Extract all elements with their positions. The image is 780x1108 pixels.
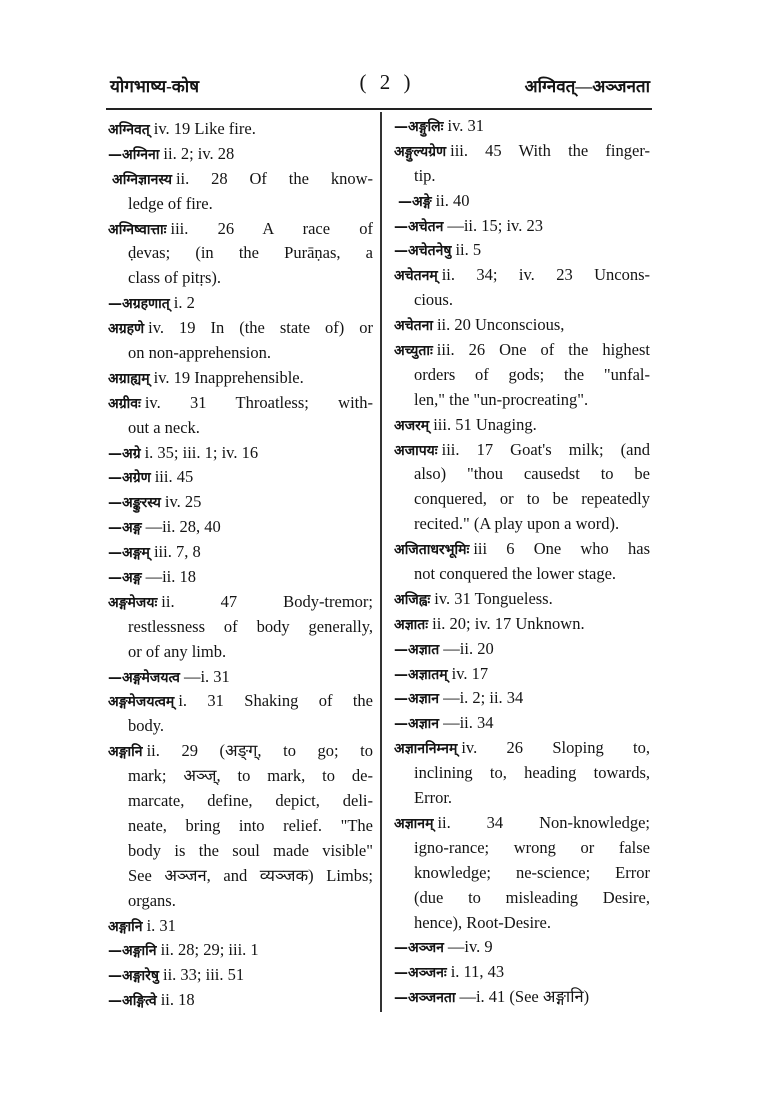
entry-text: ii. 28; 29; iii. 1 xyxy=(160,940,259,960)
entry-text: ledge of fire. xyxy=(128,193,213,213)
dictionary-entry-line xyxy=(394,960,650,985)
entry-text: neate, bring into relief. "The xyxy=(128,815,373,835)
entry-continuation-line xyxy=(394,562,650,587)
entry-headword: अङ्गमेजयः xyxy=(108,594,158,611)
entry-text: Error. xyxy=(414,788,453,808)
entry-continuation-line xyxy=(108,192,373,217)
entry-headword: अग्राह्यम् xyxy=(108,370,150,387)
entry-headword: —अङ्गम् xyxy=(108,545,150,562)
dictionary-entry-line xyxy=(394,637,650,662)
entry-continuation-line xyxy=(108,341,373,366)
entry-headword: —अज्ञातम् xyxy=(394,666,448,683)
dictionary-entry-line xyxy=(108,366,373,391)
entry-text: iv. 19 Like fire. xyxy=(153,119,256,138)
entry-continuation-line xyxy=(108,764,373,789)
entry-text: or of any limb. xyxy=(128,641,227,661)
entry-continuation-line xyxy=(394,487,650,512)
entry-continuation-line xyxy=(394,886,650,911)
entry-text: hence), Root-Desire. xyxy=(414,912,551,932)
dictionary-entry-line xyxy=(108,515,373,540)
dictionary-entry-line xyxy=(108,540,373,565)
dictionary-entry-line xyxy=(108,142,373,167)
entry-text: ii. 20 Unconscious, xyxy=(436,315,565,335)
entry-text: iv. 31 xyxy=(447,116,485,135)
entry-text: body is the soul made visible" xyxy=(128,840,373,860)
dictionary-entry-line xyxy=(394,438,650,463)
entry-continuation-line xyxy=(108,839,373,864)
entry-continuation-line xyxy=(108,864,373,889)
entry-headword: —अङ्गमेजयत्व xyxy=(108,669,180,686)
entry-text: —ii. 28, 40 xyxy=(145,517,221,537)
entry-headword: अज्ञानम् xyxy=(394,815,434,832)
entry-headword: अज्ञाननिम्नम् xyxy=(394,741,458,758)
entry-text: class of pitṛs). xyxy=(128,268,222,288)
entry-headword: अचेतना xyxy=(394,318,433,335)
entry-text: —ii. 34 xyxy=(443,713,494,733)
entry-text: iv. 19 In (the state of) or xyxy=(148,318,373,338)
entry-text: ii. 34; iv. 23 Uncons- xyxy=(441,265,650,285)
entry-headword: —अग्निना xyxy=(108,146,160,163)
entry-continuation-line xyxy=(394,388,650,413)
entry-continuation-line xyxy=(394,861,650,886)
entry-text: orders of gods; the "unfal- xyxy=(414,364,650,384)
entry-text: restlessness of body generally, xyxy=(128,616,373,636)
entry-text: igno-rance; wrong or false xyxy=(414,837,650,857)
entry-text: iv. 19 Inapprehensible. xyxy=(153,367,304,387)
entry-text: marcate, define, depict, deli- xyxy=(128,791,373,811)
dictionary-entry-line xyxy=(394,935,650,960)
entry-headword: अग्रीवः xyxy=(108,395,141,412)
entry-headword: —अङ्गारेषु xyxy=(108,968,160,985)
dictionary-entry-line xyxy=(394,214,650,239)
dictionary-entry-line xyxy=(108,590,373,615)
running-head-range: अग्निवत्—अञ्जनता xyxy=(524,77,650,96)
dictionary-entry-line xyxy=(108,988,373,1013)
entry-text: ii. 20; iv. 17 Unknown. xyxy=(432,613,585,633)
entry-text: —ii. 20 xyxy=(443,638,494,658)
entry-headword: —अङ्ग xyxy=(108,570,142,587)
dictionary-entry-line xyxy=(108,739,373,764)
dictionary-entry-line xyxy=(108,391,373,416)
entry-text: i. 11, 43 xyxy=(450,962,505,982)
entry-text: ii. 18 xyxy=(160,990,195,1010)
entry-headword: —अग्रेण xyxy=(108,470,151,487)
entry-continuation-line xyxy=(108,615,373,640)
dictionary-entry-line xyxy=(394,537,650,562)
dictionary-entry-line xyxy=(108,291,373,316)
right-column xyxy=(394,114,650,1010)
dictionary-entry-line xyxy=(108,665,373,690)
page-number: ( 2 ) xyxy=(359,70,415,94)
dictionary-entry-line xyxy=(394,612,650,637)
dictionary-entry-line xyxy=(108,963,373,988)
dictionary-entry-line xyxy=(394,736,650,761)
dictionary-entry-line xyxy=(108,689,373,714)
entry-text: cious. xyxy=(414,290,453,310)
entry-headword: —अज्ञान xyxy=(394,716,440,733)
dictionary-entry-line xyxy=(108,565,373,590)
entry-headword: —अङ्ग xyxy=(108,520,142,537)
entry-headword: —अञ्जनता xyxy=(394,990,456,1007)
entry-text: conquered, or to be repeatedly xyxy=(414,489,650,509)
entry-continuation-line xyxy=(394,761,650,786)
dictionary-entry-line xyxy=(108,441,373,466)
dictionary-entry-line xyxy=(108,117,373,142)
column-divider xyxy=(380,112,382,1012)
entry-text: (due to misleading Desire, xyxy=(414,887,650,907)
entry-headword: —अङ्कुरस्य xyxy=(108,495,161,512)
entry-continuation-line xyxy=(394,836,650,861)
entry-headword: —अङ्गानि xyxy=(108,943,157,960)
dictionary-entry-line xyxy=(108,465,373,490)
entry-continuation-line xyxy=(394,512,650,537)
entry-text: ii. 33; iii. 51 xyxy=(163,965,245,985)
dictionary-entry-line xyxy=(108,490,373,515)
entry-headword: अग्निवत् xyxy=(108,122,150,138)
entry-text: iii. 26 One of the highest xyxy=(436,340,650,360)
entry-text: See अञ्जन, and व्यञ्जक) Limbs; xyxy=(128,865,373,885)
entry-headword: —अग्रहणात् xyxy=(108,296,170,313)
entry-headword: —अज्ञात xyxy=(394,641,440,658)
entry-text: not conquered the lower stage. xyxy=(414,564,617,584)
entry-headword: अज्ञातः xyxy=(394,616,429,633)
entry-text: i. 35; iii. 1; iv. 16 xyxy=(144,442,259,462)
dictionary-entry-line xyxy=(108,914,373,939)
entry-continuation-line xyxy=(394,363,650,388)
entry-text: iii. 45 xyxy=(154,467,194,487)
entry-headword: —अचेतन xyxy=(394,218,444,235)
entry-headword: अङ्गानि xyxy=(108,744,143,761)
entry-headword: अग्निज्ञानस्य xyxy=(112,171,172,188)
entry-text: i. 31 xyxy=(146,915,176,935)
entry-text: iii. 45 With the finger- xyxy=(450,140,650,160)
entry-headword: अजिह्वः xyxy=(394,591,431,608)
entry-text: iii. 17 Goat's milk; (and xyxy=(441,439,650,459)
entry-headword: अचेतनम् xyxy=(394,268,438,285)
entry-headword: —अञ्जनः xyxy=(394,965,447,982)
entry-headword: अच्युताः xyxy=(394,343,433,360)
dictionary-entry-line xyxy=(394,189,650,214)
entry-text: ii. 29 (अङ्ग्, to go; to xyxy=(146,741,373,761)
entry-headword: अजरम् xyxy=(394,417,430,434)
entry-text: on non-apprehension. xyxy=(128,343,271,363)
dictionary-entry-line xyxy=(108,217,373,242)
entry-text: —i. 31 xyxy=(183,666,230,686)
entry-continuation-line xyxy=(108,789,373,814)
entry-text: iv. 17 xyxy=(451,663,489,683)
entry-text: tip. xyxy=(414,165,436,185)
entry-text: knowledge; ne-science; Error xyxy=(414,862,650,882)
entry-headword: अङ्गमेजयत्वम् xyxy=(108,694,175,711)
dictionary-entry-line xyxy=(394,139,650,164)
dictionary-entry-line xyxy=(394,413,650,438)
entry-text: body. xyxy=(128,716,165,736)
dictionary-entry-line xyxy=(394,263,650,288)
entry-text: recited." (A play upon a word). xyxy=(414,514,620,534)
entry-headword: —अङ्गे xyxy=(398,193,432,210)
entry-continuation-line xyxy=(108,266,373,291)
entry-headword: अग्निष्वात्ताः xyxy=(108,221,167,238)
entry-headword: —अङ्गुलिः xyxy=(394,119,444,135)
entry-headword: —अचेतनेषु xyxy=(394,243,452,260)
entry-text: —ii. 15; iv. 23 xyxy=(447,215,543,235)
dictionary-entry-line xyxy=(108,938,373,963)
entry-continuation-line xyxy=(394,164,650,189)
entry-continuation-line xyxy=(108,640,373,665)
entry-text: iii. 26 A race of xyxy=(170,218,373,238)
entry-text: iv. 31 Tongueless. xyxy=(434,588,553,608)
entry-headword: अङ्गुल्यग्रेण xyxy=(394,143,447,160)
dictionary-entry-line xyxy=(394,985,650,1010)
entry-headword: अग्रहणे xyxy=(108,321,145,338)
left-column xyxy=(108,117,373,1013)
entry-headword: अजापयः xyxy=(394,442,438,459)
entry-text: —ii. 18 xyxy=(145,567,196,587)
entry-text: i. 31 Shaking of the xyxy=(178,691,373,711)
dictionary-entry-line xyxy=(394,114,650,139)
entry-text: —iv. 9 xyxy=(447,937,493,957)
entry-text: organs. xyxy=(128,890,176,910)
entry-text: len," the "un-procreating". xyxy=(414,389,589,409)
entry-text: ii. 34 Non-knowledge; xyxy=(437,812,650,832)
dictionary-entry-line xyxy=(394,587,650,612)
entry-continuation-line xyxy=(108,241,373,266)
entry-text: also) "thou causedst to be xyxy=(414,464,650,484)
entry-headword: —अञ्जन xyxy=(394,940,444,957)
entry-text: iv. 26 Sloping to, xyxy=(461,738,650,758)
entry-text: —i. 2; ii. 34 xyxy=(443,688,524,708)
header-rule xyxy=(106,108,652,110)
entry-text: ii. 5 xyxy=(455,240,482,260)
dictionary-entry-line xyxy=(394,662,650,687)
entry-continuation-line xyxy=(108,714,373,739)
entry-text: ii. 28 Of the know- xyxy=(175,168,373,188)
entry-continuation-line xyxy=(108,416,373,441)
entry-headword: —अग्रे xyxy=(108,445,141,462)
entry-text: ii. 2; iv. 28 xyxy=(163,143,235,163)
entry-text: ḍevas; (in the Purāṇas, a xyxy=(128,243,373,263)
entry-continuation-line xyxy=(108,889,373,914)
dictionary-entry-line xyxy=(394,686,650,711)
entry-text: i. 2 xyxy=(173,293,195,313)
entry-text: inclining to, heading towards, xyxy=(414,763,650,783)
dictionary-entry-line xyxy=(394,711,650,736)
entry-text: out a neck. xyxy=(128,417,200,437)
entry-text: ii. 40 xyxy=(435,190,470,210)
dictionary-entry-line xyxy=(394,811,650,836)
dictionary-entry-line xyxy=(394,313,650,338)
entry-continuation-line xyxy=(394,786,650,811)
dictionary-entry-line xyxy=(108,316,373,341)
entry-continuation-line xyxy=(394,288,650,313)
entry-text: mark; अञ्ज्, to mark, to de- xyxy=(128,766,373,786)
entry-text: iii. 7, 8 xyxy=(153,542,201,562)
entry-text: iv. 31 Throatless; with- xyxy=(144,392,373,412)
entry-continuation-line xyxy=(394,911,650,936)
entry-headword: अजिताधरभूमिः xyxy=(394,542,470,559)
dictionary-entry-line xyxy=(394,338,650,363)
running-head-title: योगभाष्य-कोष xyxy=(110,77,200,96)
entry-text: iii. 51 Unaging. xyxy=(433,414,537,434)
entry-text: ii. 47 Body-tremor; xyxy=(161,591,373,611)
entry-headword: —अज्ञान xyxy=(394,691,440,708)
entry-text: iv. 25 xyxy=(164,492,202,512)
entry-text: iii 6 One who has xyxy=(473,539,650,559)
entry-headword: अङ्गानि xyxy=(108,918,143,935)
entry-text: —i. 41 (See अङ्गानि) xyxy=(459,987,590,1007)
dictionary-entry-line xyxy=(108,167,373,192)
entry-headword: —अङ्गित्वे xyxy=(108,993,157,1010)
dictionary-entry-line xyxy=(394,238,650,263)
entry-continuation-line xyxy=(394,462,650,487)
entry-continuation-line xyxy=(108,814,373,839)
